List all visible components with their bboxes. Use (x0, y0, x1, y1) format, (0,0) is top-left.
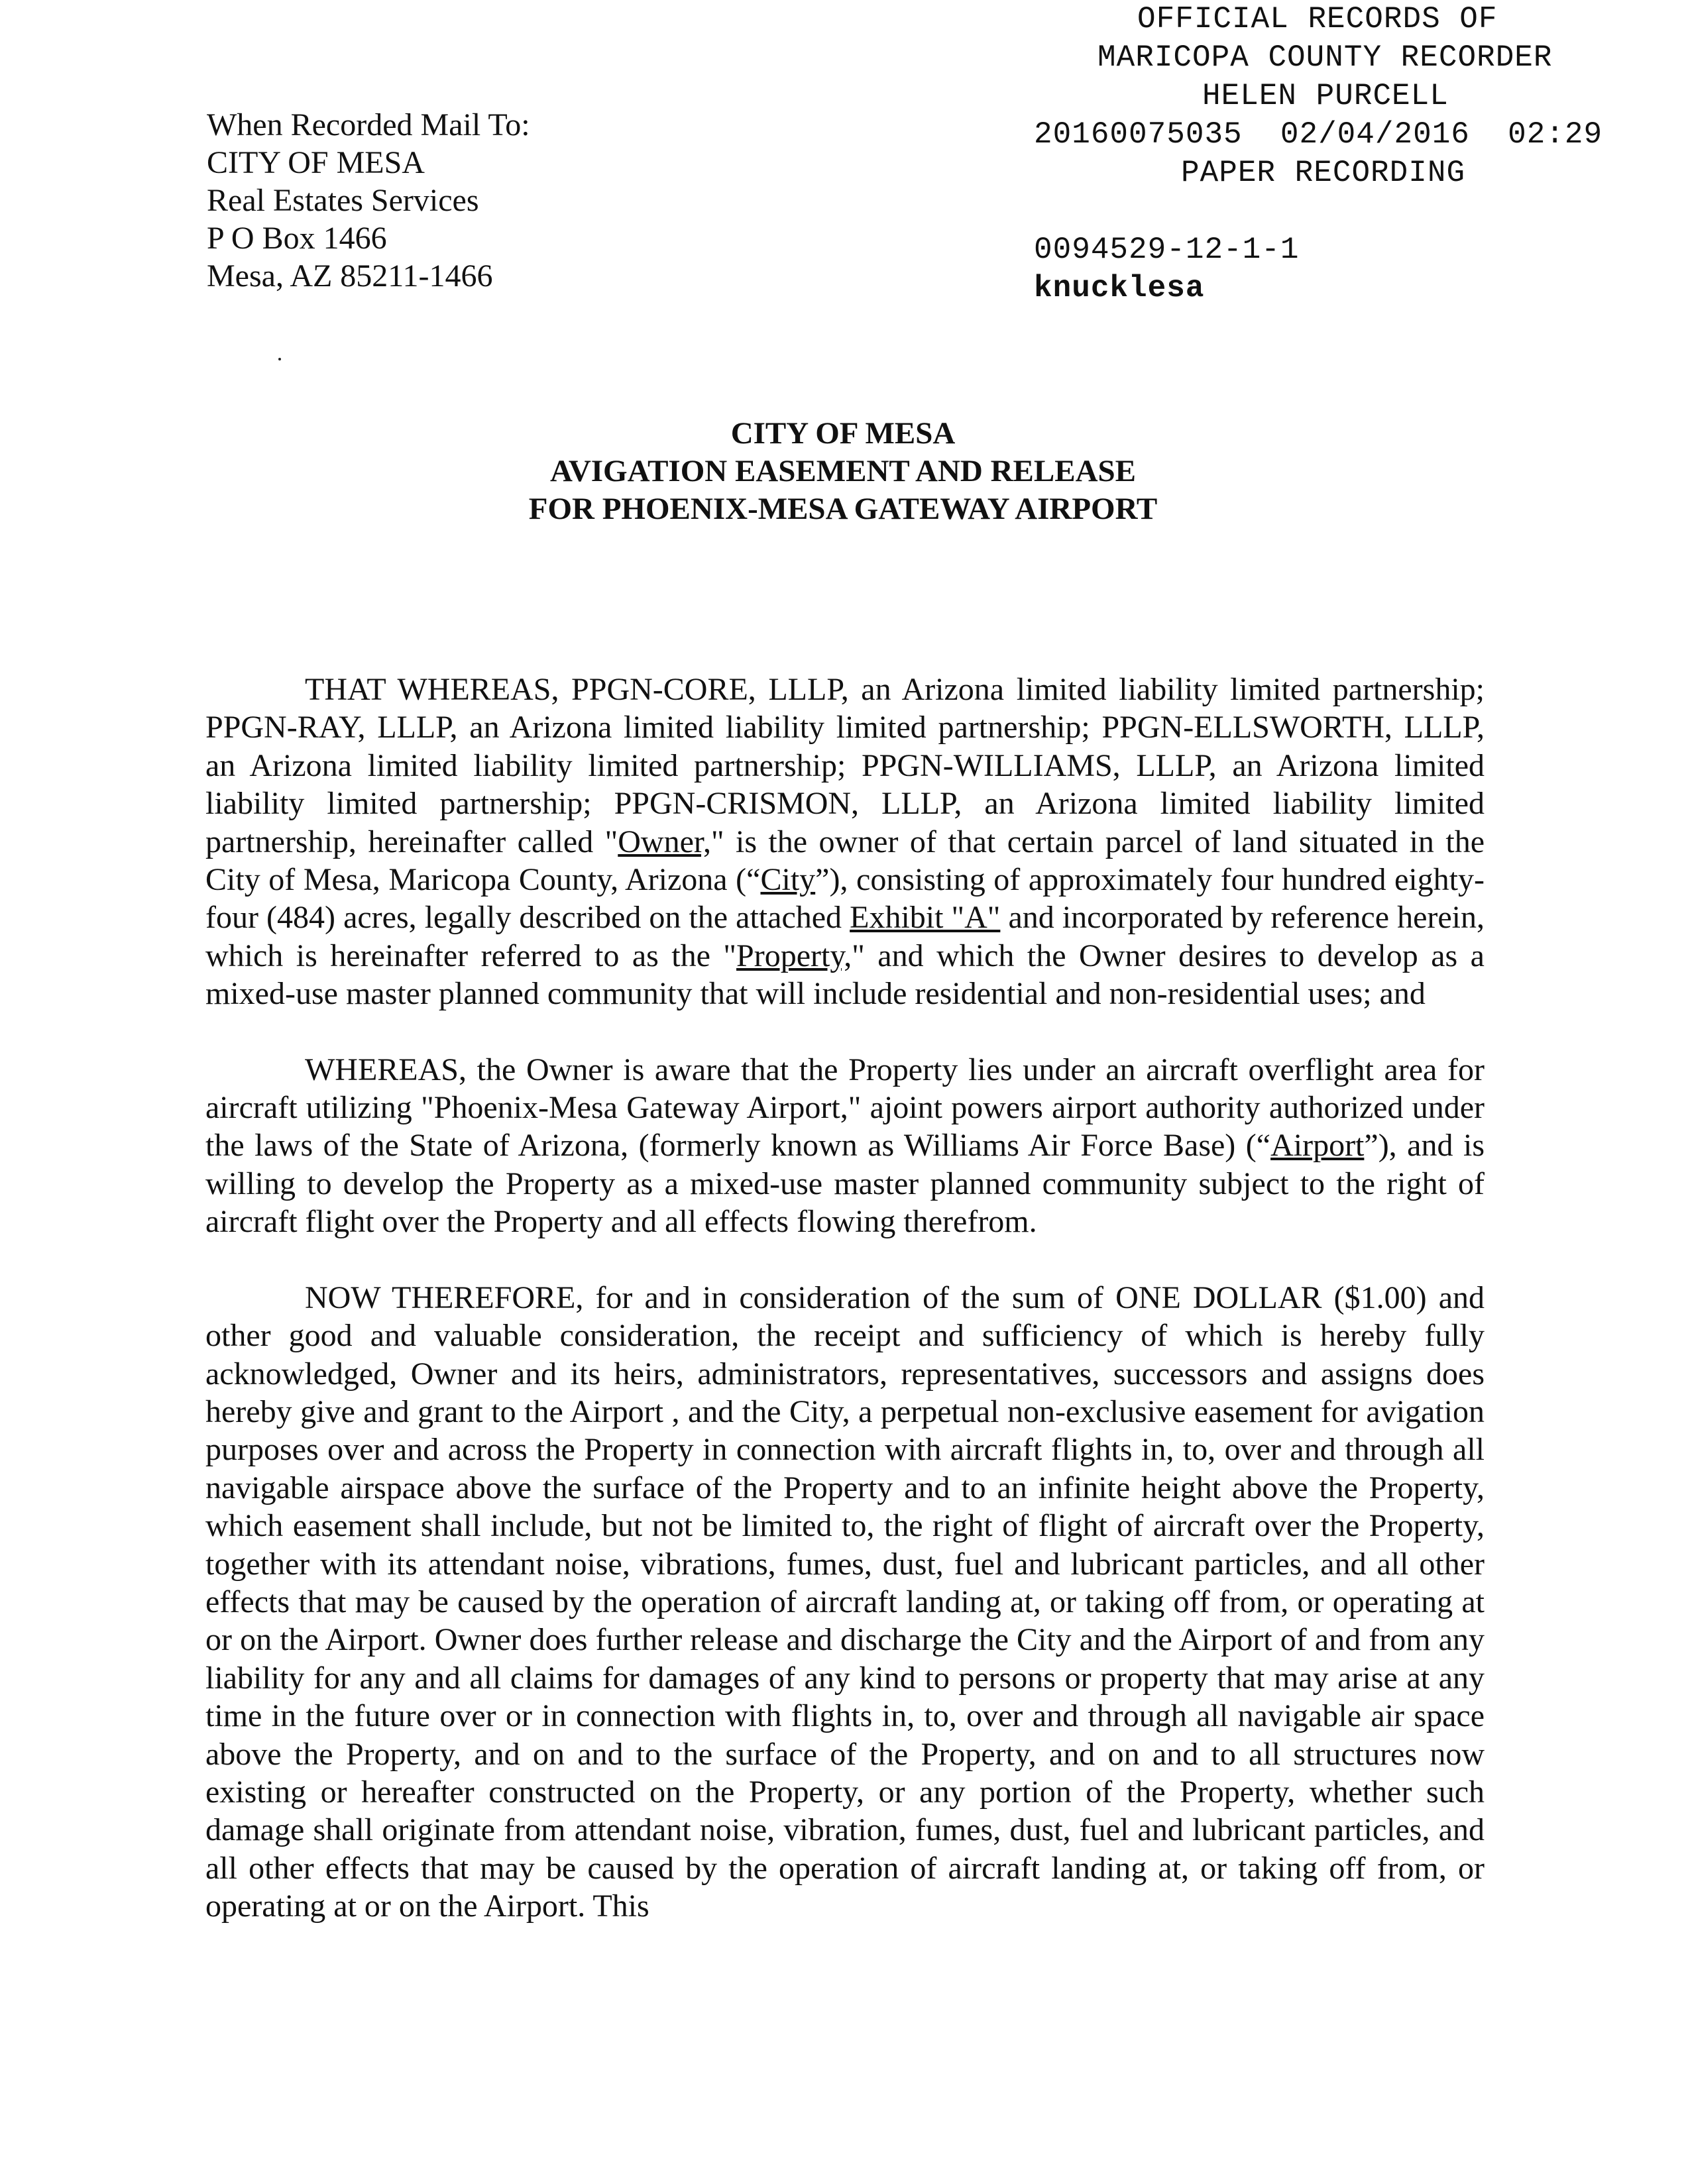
recorder-line-1: OFFICIAL RECORDS OF (1137, 2, 1498, 36)
title-line-2: AVIGATION EASEMENT AND RELEASE (549, 454, 1137, 488)
defined-term-city: City (760, 862, 816, 898)
paragraph-whereas-owner: THAT WHEREAS, PPGN-CORE, LLLP, an Arizona limited liability limited partnership; PPGN-RAY, LLLP, an Arizona limited liability limited partnership; PPGN-ELLSWORTH, LLLP, an Arizona limited liability limited partnership; PPGN-WILLIAMS, LLLP, an Arizona limited liability limited partnership; PPGN-CRISMON, LLLP, an Arizona limited liability limited partnership, hereinafter called "Owner," is the owner of that certain parcel of land situated in the City of Mesa, Maricopa County, Arizona (“City”), consisting of approximately four hundred eighty-four (484) acres, legally described on the attached Exhibit "A" and incorporated by reference herein, which is hereinafter referred to as the "Property," and which the Owner desires to develop as a mixed-use master planned community that will include residential and non-residential uses; and (205, 672, 1485, 1012)
recorder-stamp (1034, 0, 1683, 307)
title-line-3: FOR PHOENIX-MESA GATEWAY AIRPORT (528, 492, 1158, 526)
mail-to-name: CITY OF MESA (207, 145, 425, 180)
mail-to-city: Mesa, AZ 85211-1466 (207, 258, 493, 294)
recorder-line-3: HELEN PURCELL (1202, 79, 1449, 113)
mail-to-dept: Real Estates Services (207, 183, 479, 218)
defined-term-owner: Owner, (618, 824, 711, 859)
recording-number-date-time: 20160075035 02/04/2016 02:29 (1034, 117, 1603, 152)
title-line-1: CITY OF MESA (730, 416, 956, 451)
document-title (0, 415, 1686, 528)
document-body (205, 671, 1485, 1926)
paragraph-whereas-airport: WHEREAS, the Owner is aware that the Property lies under an aircraft overflight area for aircraft utilizing "Phoenix-Mesa Gateway Airport," ajoint powers airport authority authorized under the laws of the State of Arizona, (formerly known as Williams Air Force Base) (“Airport”), and is willing to develop the Property as a mixed-use master planned community subject to the right of aircraft flight over the Property and all effects flowing therefrom. (205, 1052, 1485, 1240)
defined-term-airport: Airport (1270, 1128, 1365, 1164)
defined-term-property: Property, (736, 938, 852, 973)
stray-mark (278, 358, 281, 360)
recorder-line-2: MARICOPA COUNTY RECORDER (1097, 40, 1553, 75)
mail-to-box: P O Box 1466 (207, 221, 387, 256)
mail-to-heading: When Recorded Mail To: (207, 107, 530, 142)
paragraph-now-therefore: NOW THEREFORE, for and in consideration of the sum of ONE DOLLAR ($1.00) and other good and valuable consideration, the receipt and sufficiency of which is hereby fully acknowledged, Owner and its heirs, administrators, representatives, successors and assigns does hereby give and grant to the Airport , and the City, a perpetual non-exclusive easement for avigation purposes over and across the Property in connection with aircraft flights in, to, over and through all navigable airspace above the surface of the Property and to an infinite height above the Property, which easement shall include, but not be limited to, the right of flight of aircraft over the Property, together with its attendant noise, vibrations, fumes, dust, fuel and lubricant particles, and all other effects that may be caused by the operation of aircraft landing at, or taking off from, or operating at or on the Airport. Owner does further release and discharge the City and the Airport of and from any liability for any and all claims for damages of any kind to persons or property that may arise at any time in the future over or in connection with flights in, to, over and through all navigable air space above the Property, and on and to the surface of the Property, and on and to all structures now existing or hereafter constructed on the Property, or any portion of the Property, whether such damage shall originate from attendant noise, vibration, fumes, dust, fuel and lubricant particles, and all other effects that may be caused by the operation of aircraft landing at, or taking off from, or operating at or on the Airport. This (205, 1280, 1485, 1924)
exhibit-reference: Exhibit "A" (850, 900, 1001, 936)
recording-type: PAPER RECORDING (1181, 156, 1466, 190)
recorder-user: knucklesa (1034, 271, 1205, 305)
mail-to-block (207, 106, 803, 295)
recording-id: 0094529-12-1-1 (1034, 233, 1300, 267)
